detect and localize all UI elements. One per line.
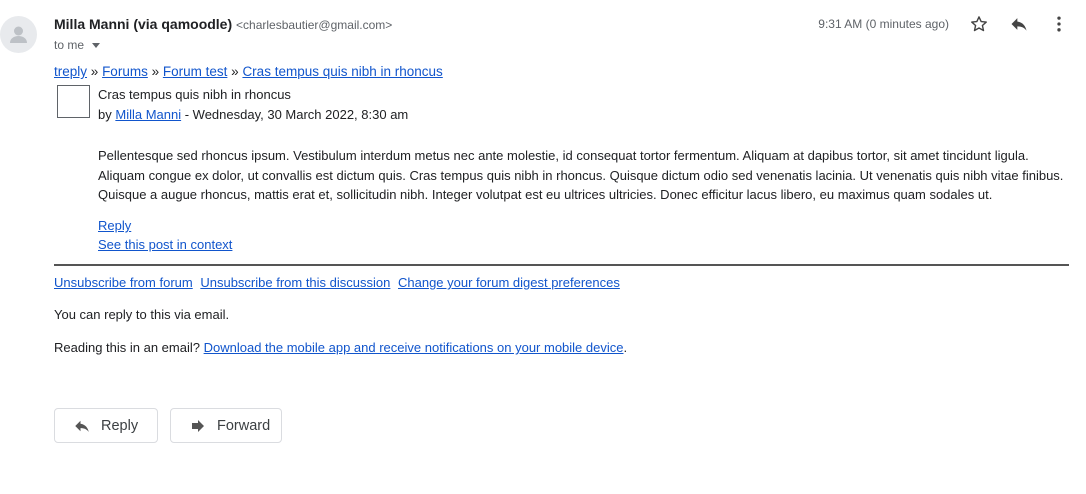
to-label: to me [54,38,85,52]
author-link[interactable]: Milla Manni [115,107,182,122]
footer-links [54,275,624,290]
reading-suffix: . [623,340,628,355]
forward-action-button[interactable] [170,408,282,443]
post-body: Pellentesque sed rhoncus ipsum. Vestibulum interdum metus nec ante molestie, id consequat tortor fermentum. Aliquam at dapibus tortor, sit amet tincidunt ligula. Aliquam congue ex dolor, ut convallis est dictum quis. Cras tempus quis nibh in rhoncus. Quisque dictum odio sed venenatis lacinia. Ut venenatis quis nibh vitae finibus. Quisque a augue rhoncus, mattis erat et, sollicitudin nibh. Integer volutpat est eu ultrices ultricies. Donec efficitur lacus libero, eu maximus quam sodales ut. [98,148,1064,202]
breadcrumb-link[interactable]: treply [54,64,88,79]
avatar[interactable] [0,16,37,53]
breadcrumb-separator: » [151,64,160,79]
divider [54,264,1069,266]
reply-button[interactable] [1007,12,1031,36]
breadcrumb-link[interactable]: Forum test [162,64,228,79]
post-reply-link[interactable]: Reply [98,218,132,233]
breadcrumb [54,64,443,79]
post-byline [98,107,408,122]
reply-action-button[interactable] [54,408,158,443]
reading-prefix: Reading this in an email? [54,340,200,355]
reply-via-email-note: You can reply to this via email. [54,307,230,322]
forward-icon [189,417,207,435]
person-icon [0,16,37,53]
chevron-down-icon[interactable] [92,43,100,48]
timestamp: 9:31 AM (0 minutes ago) [818,17,949,31]
post-date: - Wednesday, 30 March 2022, 8:30 am [181,107,409,122]
post-title: Cras tempus quis nibh in rhoncus [98,87,291,102]
digest-preferences-link[interactable]: Change your forum digest preferences [398,275,620,290]
breadcrumb-separator: » [231,64,239,79]
unsubscribe-forum-link[interactable]: Unsubscribe from forum [54,275,193,290]
by-label: by [98,107,112,122]
sender-email: <charlesbautier@gmail.com> [236,18,393,32]
breadcrumb-separator: » [90,64,99,79]
more-options-button[interactable] [1047,12,1071,36]
author-picture [57,85,90,118]
sender [54,16,392,32]
recipient-details[interactable] [54,38,100,52]
reply-icon [73,417,91,435]
breadcrumb-link[interactable]: Cras tempus quis nibh in rhoncus [242,64,443,79]
forward-action-label: Forward [217,417,271,434]
more-vert-icon [1049,14,1069,34]
mobile-app-link[interactable]: Download the mobile app and receive notifications on your mobile device [203,340,624,355]
sender-name: Milla Manni (via qamoodle) [54,16,233,32]
see-in-context-link[interactable]: See this post in context [98,237,233,252]
mobile-app-note [54,340,627,355]
unsubscribe-discussion-link[interactable]: Unsubscribe from this discussion [200,275,391,290]
reply-icon [1009,14,1029,34]
reply-action-label: Reply [101,417,139,434]
star-icon [969,14,989,34]
star-button[interactable] [967,12,991,36]
breadcrumb-link[interactable]: Forums [102,64,148,79]
